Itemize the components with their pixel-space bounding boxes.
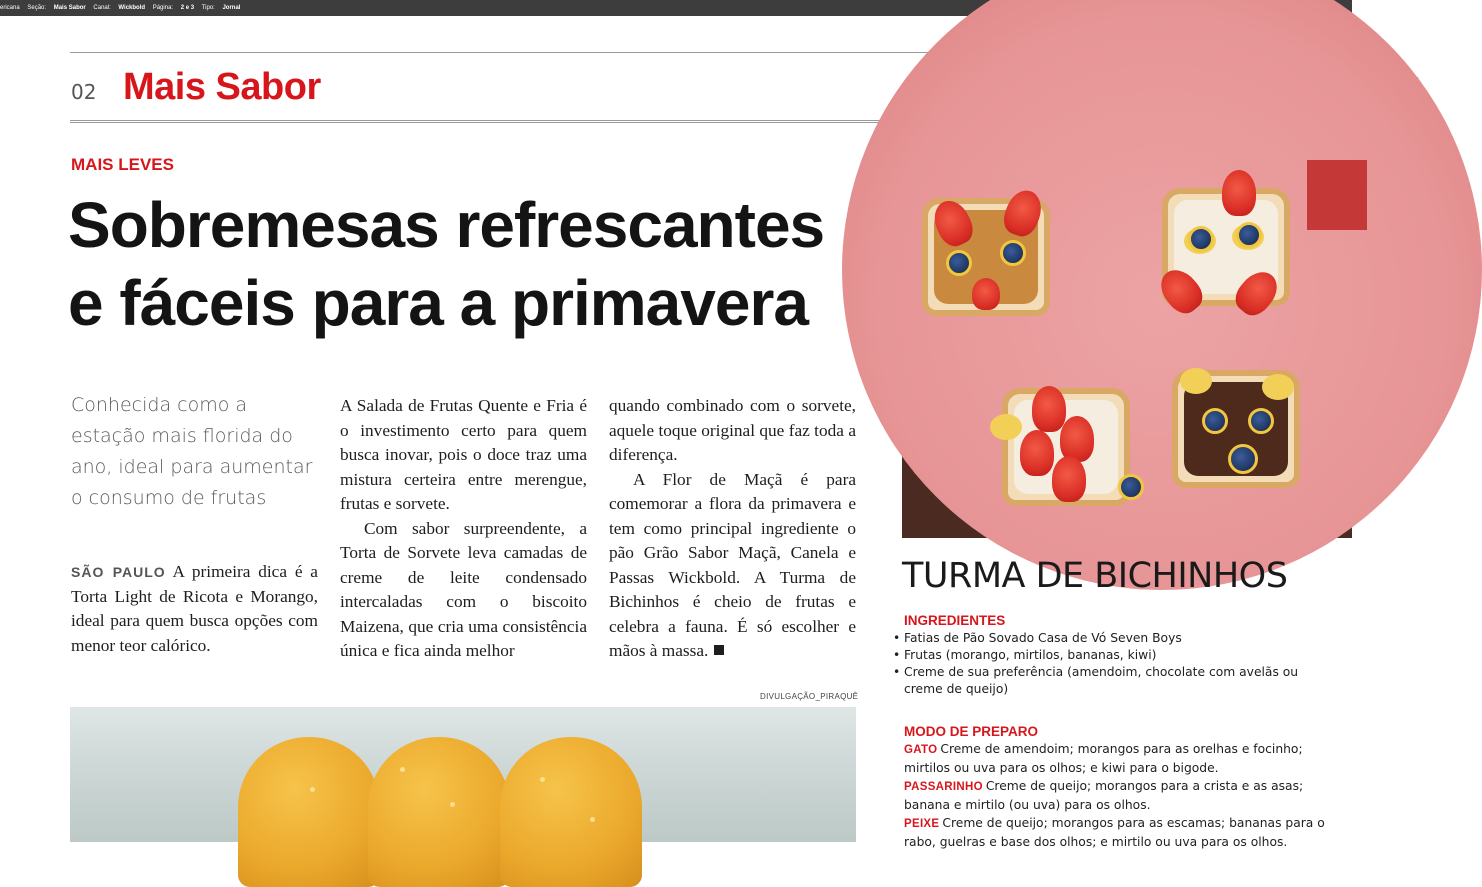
info-channel-label: Canal: <box>93 5 111 11</box>
sugar-crumb <box>450 802 455 807</box>
sugar-crumb <box>400 767 405 772</box>
ingredients-list <box>893 630 1333 698</box>
method-step-label: PEIXE <box>904 818 940 830</box>
method-step <box>904 740 1344 777</box>
article-kicker: MAIS LEVES <box>71 155 174 174</box>
ingredient-item: • Fatias de Pão Sovado Casa de Vó Seven Boys <box>893 630 1333 647</box>
blueberry <box>1236 222 1262 248</box>
article-column-3 <box>609 394 856 664</box>
column-3-paragraph-2 <box>609 468 856 664</box>
article-column-1 <box>71 560 318 658</box>
headline-line-1: Sobremesas refrescantes <box>68 189 825 261</box>
column-2-paragraph-1: A Salada de Frutas Quente e Fria é o investimento certo para quem busca inovar, pois o doce traz uma mistura certeira entre merengue, frutas e sorvete. <box>340 396 587 513</box>
blueberry <box>1228 444 1258 474</box>
column-3-paragraph-1: quando combinado com o sorvete, aquele toque original que faz toda a diferença. <box>609 396 856 464</box>
photo-credit: DIVULGAÇÃO_PIRAQUÊ <box>760 692 859 701</box>
cookies-photo <box>70 707 856 842</box>
sugar-crumb <box>310 787 315 792</box>
section-title: Mais Sabor <box>123 66 321 108</box>
recipe-title: TURMA DE BICHINHOS <box>902 556 1288 596</box>
cookie-image <box>238 737 380 887</box>
info-type-value: Jornal <box>222 5 241 11</box>
banana-slice <box>1262 374 1294 400</box>
page-number: 02 <box>71 80 97 104</box>
article-dateline: SÃO PAULO <box>71 564 166 580</box>
info-page <box>153 5 194 11</box>
method-step-text: Creme de amendoim; morangos para as orelhas e focinho; mirtilos ou uva para os olhos; e kiwi para o bigode. <box>904 742 1303 775</box>
article-column-2 <box>340 394 587 664</box>
blueberry <box>1118 474 1144 500</box>
strawberry <box>972 278 1000 310</box>
sugar-crumb <box>590 817 595 822</box>
column-3-paragraph-2-text: A Flor de Maçã é para comemorar a flora da primavera e tem como principal ingrediente o pão Grão Sabor Maçã, Canela e Passas Wickbold. A Turma de Bichinhos é cheio de frutas e celebra a fauna. É só escolher e mãos à massa. <box>609 469 856 660</box>
banana-slice <box>990 414 1022 440</box>
method-step-label: GATO <box>904 744 938 756</box>
cookie-image <box>368 737 510 887</box>
cookie-image <box>500 737 642 887</box>
headline-line-2: e fáceis para a primavera <box>68 267 808 339</box>
end-of-article-mark <box>714 645 724 655</box>
strawberry <box>1060 416 1094 462</box>
method-step-text: Creme de queijo; morangos para a crista e as asas; banana e mirtilo (ou uva) para os olhos. <box>904 779 1304 812</box>
method-heading: MODO DE PREPARO <box>904 724 1039 739</box>
red-placemat <box>1307 160 1367 230</box>
info-page-value: 2 e 3 <box>180 5 195 11</box>
sugar-crumb <box>540 777 545 782</box>
strawberry <box>1052 456 1086 502</box>
method-step <box>904 814 1344 851</box>
banana-slice <box>1180 368 1212 394</box>
info-page-label: Página: <box>152 5 174 11</box>
ingredients-heading: INGREDIENTES <box>904 613 1006 628</box>
column-2-paragraph-2: Com sabor surpreendente, a Torta de Sorvete leva camadas de creme de leite condensado intercaladas com o biscoito Maizena, que cria uma consistência única e fica ainda melhor <box>340 518 587 660</box>
animal-toasts-photo <box>902 160 1352 538</box>
strawberry <box>1222 170 1256 216</box>
article-lede: Conhecida como a estação mais florida do ano, ideal para aumentar o consumo de frutas <box>71 394 313 509</box>
blueberry <box>1248 408 1274 434</box>
strawberry <box>1032 386 1066 432</box>
article-headline <box>68 186 868 342</box>
ingredient-item: • Creme de sua preferência (amendoim, chocolate com avelãs ou creme de queijo) <box>893 664 1333 698</box>
info-channel <box>93 5 145 11</box>
info-section-value: Mais Sabor <box>53 5 86 11</box>
method-step-label: PASSARINHO <box>904 781 983 793</box>
info-section-label: Seção: <box>27 5 47 11</box>
strawberry <box>1020 430 1054 476</box>
blueberry <box>1188 226 1214 252</box>
info-type <box>202 5 241 11</box>
column-1-text: A primeira dica é a Torta Light de Ricota e Morango, ideal para quem busca opções com menor teor calórico. <box>71 562 318 655</box>
info-section <box>27 5 85 11</box>
blueberry <box>1202 408 1228 434</box>
method-steps <box>904 740 1344 851</box>
method-step <box>904 777 1344 814</box>
info-fragment: ericana <box>0 5 20 11</box>
blueberry <box>946 250 972 276</box>
method-step-text: Creme de queijo; morangos para as escamas; bananas para o rabo, guelras e base dos olhos; e mirtilo ou uva para os olhos. <box>904 816 1325 849</box>
info-type-label: Tipo: <box>201 5 215 11</box>
info-channel-value: Wickbold <box>118 5 146 11</box>
ingredient-item: • Frutas (morango, mirtilos, bananas, kiwi) <box>893 647 1333 664</box>
blueberry <box>1000 240 1026 266</box>
